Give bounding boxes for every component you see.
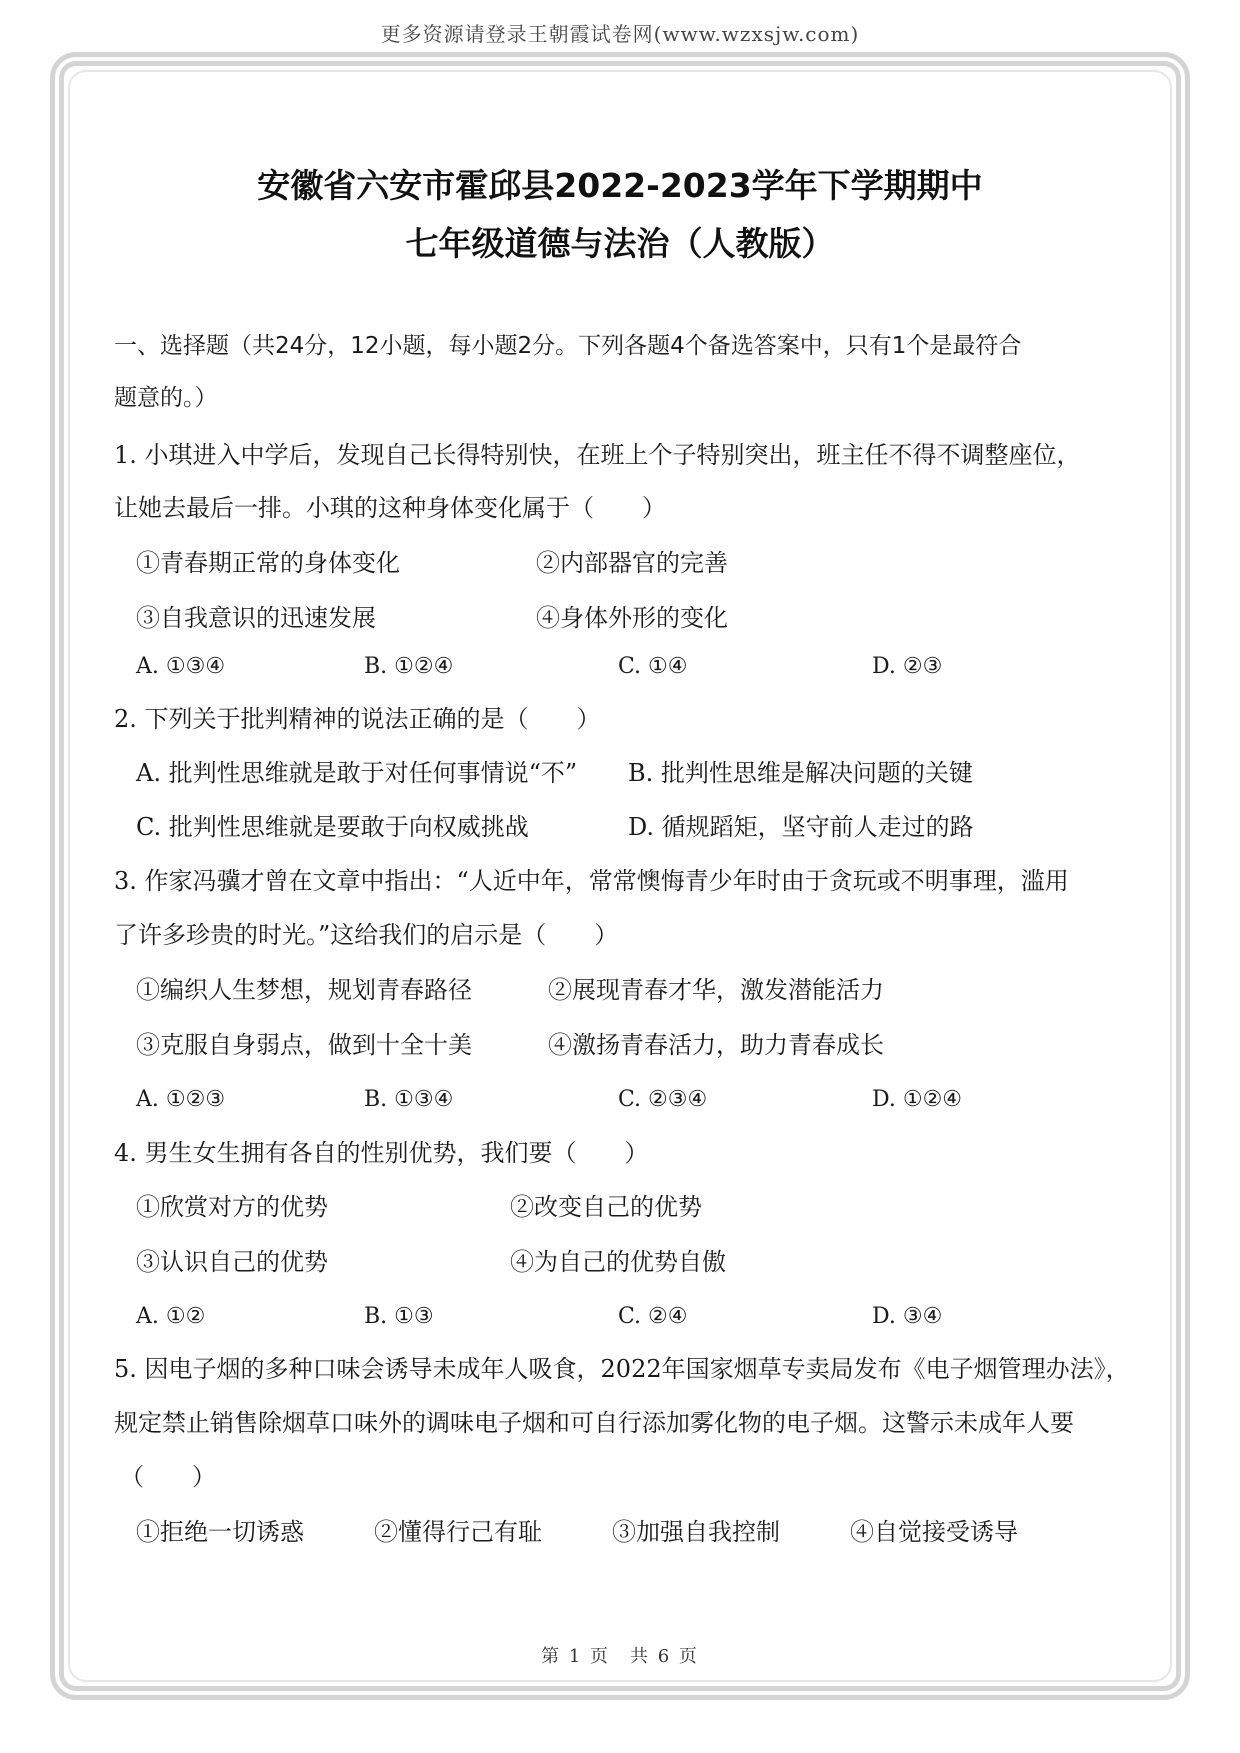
question-4-item-4: ④为自己的优势自傲 <box>510 1248 726 1276</box>
question-3-choice-c: C. ②③④ <box>618 1087 708 1112</box>
question-4-choice-c: C. ②④ <box>618 1304 688 1329</box>
question-2-stem: 2. 下列关于批判精神的说法正确的是（ ） <box>114 705 601 733</box>
question-4-choice-a: A. ①② <box>136 1304 206 1329</box>
question-5-answer-blank: （ ） <box>120 1463 216 1491</box>
question-4-choice-d: D. ③④ <box>872 1304 943 1329</box>
question-3-stem-cont: 了许多珍贵的时光。”这给我们的启示是（ ） <box>114 921 619 949</box>
question-4-item-2: ②改变自己的优势 <box>510 1193 702 1221</box>
question-1-item-1: ①青春期正常的身体变化 <box>136 549 400 577</box>
question-5-stem-cont: 规定禁止销售除烟草口味外的调味电子烟和可自行添加雾化物的电子烟。这警示未成年人要 <box>114 1409 1074 1437</box>
question-1-item-4: ④身体外形的变化 <box>536 604 728 632</box>
question-1-item-3: ③自我意识的迅速发展 <box>136 604 376 632</box>
question-4-stem: 4. 男生女生拥有各自的性别优势，我们要（ ） <box>114 1139 649 1167</box>
question-3-item-3: ③克服自身弱点，做到十全十美 <box>136 1031 472 1059</box>
question-1-choice-a: A. ①③④ <box>136 654 226 679</box>
question-5-item-4: ④自觉接受诱导 <box>850 1518 1018 1546</box>
question-1-choice-b: B. ①②④ <box>364 654 454 679</box>
page-footer: 第 1 页 共 6 页 <box>541 1646 699 1667</box>
question-5-item-2: ②懂得行己有耻 <box>374 1518 542 1546</box>
question-3-item-2: ②展现青春才华，激发潜能活力 <box>548 976 884 1004</box>
site-header-note: 更多资源请登录王朝霞试卷网(www.wzxsjw.com) <box>380 22 860 46</box>
exam-title-line2: 七年级道德与法治（人教版） <box>405 224 835 263</box>
question-5-item-3: ③加强自我控制 <box>612 1518 780 1546</box>
question-3-item-4: ④激扬青春活力，助力青春成长 <box>548 1031 884 1059</box>
question-1-stem: 1. 小琪进入中学后，发现自己长得特别快，在班上个子特别突出，班主任不得不调整座位， <box>114 441 1081 469</box>
question-2-choice-d: D. 循规蹈矩，坚守前人走过的路 <box>628 813 974 841</box>
question-3-item-1: ①编织人生梦想，规划青春路径 <box>136 976 472 1004</box>
section-heading-cont: 题意的。） <box>114 385 218 411</box>
question-5-item-1: ①拒绝一切诱惑 <box>136 1518 304 1546</box>
question-3-choice-a: A. ①②③ <box>136 1087 226 1112</box>
question-2-choice-c: C. 批判性思维就是要敢于向权威挑战 <box>136 813 529 841</box>
question-4-item-1: ①欣赏对方的优势 <box>136 1193 328 1221</box>
question-2-choice-a: A. 批判性思维就是敢于对任何事情说“不” <box>136 759 578 787</box>
question-3-choice-b: B. ①③④ <box>364 1087 454 1112</box>
question-4-item-3: ③认识自己的优势 <box>136 1248 328 1276</box>
question-1-choice-d: D. ②③ <box>872 654 943 679</box>
question-1-item-2: ②内部器官的完善 <box>536 549 728 577</box>
question-2-choice-b: B. 批判性思维是解决问题的关键 <box>628 759 973 787</box>
section-heading: 一、选择题（共24分，12小题，每小题2分。下列各题4个备选答案中，只有1个是最符合 <box>114 333 1022 359</box>
exam-title-line1: 安徽省六安市霍邱县2022-2023学年下学期期中 <box>257 166 983 205</box>
question-1-stem-cont: 让她去最后一排。小琪的这种身体变化属于（ ） <box>114 494 666 522</box>
question-5-stem: 5. 因电子烟的多种口味会诱导未成年人吸食，2022年国家烟草专卖局发布《电子烟管理办法》， <box>114 1355 1130 1383</box>
question-1-choice-c: C. ①④ <box>618 654 688 679</box>
question-3-stem: 3. 作家冯骥才曾在文章中指出：“人近中年，常常懊悔青少年时由于贪玩或不明事理，滥用 <box>114 867 1069 895</box>
question-3-choice-d: D. ①②④ <box>872 1087 963 1112</box>
question-4-choice-b: B. ①③ <box>364 1304 434 1329</box>
